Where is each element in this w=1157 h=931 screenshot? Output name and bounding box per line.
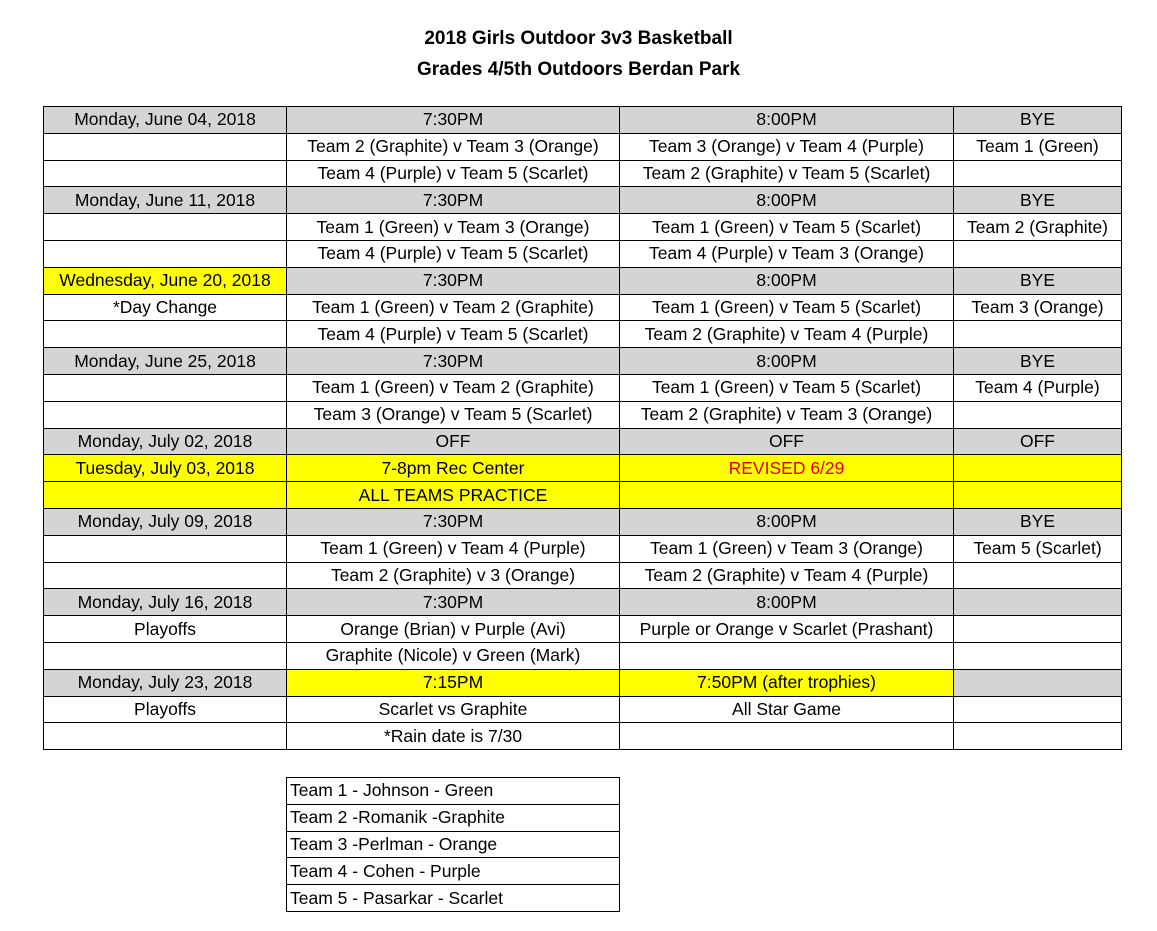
date-cell: Wednesday, June 20, 2018 (44, 267, 287, 294)
slot-800-cell: Team 1 (Green) v Team 3 (Orange) (620, 535, 954, 562)
slot-800-cell (620, 642, 954, 669)
schedule-header-row (44, 348, 1122, 375)
schedule-row (44, 723, 1122, 750)
slot-800-cell: REVISED 6/29 (620, 455, 954, 482)
bye-cell (954, 321, 1122, 348)
slot-800-cell: Purple or Orange v Scarlet (Prashant) (620, 616, 954, 643)
date-cell: *Day Change (44, 294, 287, 321)
bye-cell: Team 3 (Orange) (954, 294, 1122, 321)
schedule-row (44, 455, 1122, 482)
slot-800-cell: 8:00PM (620, 589, 954, 616)
slot-730-cell: Orange (Brian) v Purple (Avi) (287, 616, 620, 643)
date-cell (44, 133, 287, 160)
slot-800-cell: Team 2 (Graphite) v Team 4 (Purple) (620, 321, 954, 348)
slot-730-cell: 7:30PM (287, 267, 620, 294)
slot-730-cell: 7-8pm Rec Center (287, 455, 620, 482)
slot-730-cell: 7:30PM (287, 187, 620, 214)
bye-cell: OFF (954, 428, 1122, 455)
schedule-row (44, 642, 1122, 669)
date-cell: Monday, July 23, 2018 (44, 669, 287, 696)
schedule-row (44, 562, 1122, 589)
slot-730-cell: ALL TEAMS PRACTICE (287, 482, 620, 509)
schedule-row (44, 240, 1122, 267)
slot-730-cell: 7:30PM (287, 107, 620, 134)
bye-cell: Team 4 (Purple) (954, 374, 1122, 401)
page-title: 2018 Girls Outdoor 3v3 Basketball (424, 28, 733, 49)
slot-730-cell: Team 1 (Green) v Team 2 (Graphite) (287, 374, 620, 401)
date-cell: Monday, July 02, 2018 (44, 428, 287, 455)
schedule-header-row (44, 669, 1122, 696)
slot-800-cell: Team 2 (Graphite) v Team 3 (Orange) (620, 401, 954, 428)
date-cell (44, 374, 287, 401)
schedule-row (44, 616, 1122, 643)
slot-800-cell: 8:00PM (620, 267, 954, 294)
legend-row (287, 804, 620, 831)
legend-row (287, 885, 620, 912)
slot-730-cell: *Rain date is 7/30 (287, 723, 620, 750)
legend-entry: Team 2 -Romanik -Graphite (287, 804, 620, 831)
bye-cell (954, 642, 1122, 669)
bye-cell (954, 589, 1122, 616)
schedule-header-row (44, 107, 1122, 134)
bye-cell: BYE (954, 187, 1122, 214)
slot-730-cell: Team 4 (Purple) v Team 5 (Scarlet) (287, 321, 620, 348)
slot-730-cell: 7:15PM (287, 669, 620, 696)
slot-800-cell: Team 2 (Graphite) v Team 5 (Scarlet) (620, 160, 954, 187)
slot-800-cell: OFF (620, 428, 954, 455)
date-cell (44, 160, 287, 187)
slot-800-cell: 8:00PM (620, 107, 954, 134)
schedule-header-row (44, 508, 1122, 535)
slot-800-cell (620, 482, 954, 509)
date-cell: Monday, June 11, 2018 (44, 187, 287, 214)
bye-cell (954, 669, 1122, 696)
legend-entry: Team 5 - Pasarkar - Scarlet (287, 885, 620, 912)
legend-row (287, 778, 620, 805)
slot-800-cell: 7:50PM (after trophies) (620, 669, 954, 696)
schedule-table (43, 106, 1122, 750)
slot-730-cell: Team 3 (Orange) v Team 5 (Scarlet) (287, 401, 620, 428)
date-cell (44, 321, 287, 348)
bye-cell: BYE (954, 107, 1122, 134)
date-cell (44, 214, 287, 241)
slot-800-cell (620, 723, 954, 750)
slot-800-cell: 8:00PM (620, 187, 954, 214)
slot-730-cell: Team 2 (Graphite) v 3 (Orange) (287, 562, 620, 589)
schedule-row (44, 401, 1122, 428)
slot-730-cell: Team 1 (Green) v Team 4 (Purple) (287, 535, 620, 562)
date-cell: Monday, July 16, 2018 (44, 589, 287, 616)
bye-cell: Team 2 (Graphite) (954, 214, 1122, 241)
slot-800-cell: All Star Game (620, 696, 954, 723)
slot-730-cell: Team 4 (Purple) v Team 5 (Scarlet) (287, 160, 620, 187)
schedule-row (44, 214, 1122, 241)
slot-730-cell: Team 1 (Green) v Team 3 (Orange) (287, 214, 620, 241)
date-cell (44, 401, 287, 428)
date-cell (44, 723, 287, 750)
bye-cell: BYE (954, 508, 1122, 535)
bye-cell: Team 5 (Scarlet) (954, 535, 1122, 562)
date-cell: Monday, June 04, 2018 (44, 107, 287, 134)
bye-cell: Team 1 (Green) (954, 133, 1122, 160)
schedule-header-row (44, 589, 1122, 616)
bye-cell (954, 401, 1122, 428)
legend-row (287, 831, 620, 858)
date-cell (44, 482, 287, 509)
slot-730-cell: OFF (287, 428, 620, 455)
slot-730-cell: Team 2 (Graphite) v Team 3 (Orange) (287, 133, 620, 160)
schedule-row (44, 321, 1122, 348)
schedule-row (44, 696, 1122, 723)
schedule-row (44, 133, 1122, 160)
schedule-row (44, 535, 1122, 562)
bye-cell (954, 616, 1122, 643)
bye-cell (954, 562, 1122, 589)
slot-730-cell: 7:30PM (287, 508, 620, 535)
bye-cell (954, 696, 1122, 723)
date-cell: Playoffs (44, 616, 287, 643)
schedule-header-row (44, 267, 1122, 294)
date-cell (44, 562, 287, 589)
bye-cell (954, 240, 1122, 267)
bye-cell (954, 482, 1122, 509)
legend-entry: Team 4 - Cohen - Purple (287, 858, 620, 885)
slot-730-cell: Team 1 (Green) v Team 2 (Graphite) (287, 294, 620, 321)
slot-730-cell: Graphite (Nicole) v Green (Mark) (287, 642, 620, 669)
bye-cell: BYE (954, 267, 1122, 294)
slot-800-cell: Team 4 (Purple) v Team 3 (Orange) (620, 240, 954, 267)
bye-cell (954, 723, 1122, 750)
slot-800-cell: 8:00PM (620, 348, 954, 375)
schedule-header-row (44, 428, 1122, 455)
date-cell (44, 642, 287, 669)
slot-730-cell: 7:30PM (287, 348, 620, 375)
page-subtitle: Grades 4/5th Outdoors Berdan Park (416, 59, 741, 80)
legend-row (287, 858, 620, 885)
slot-800-cell: Team 1 (Green) v Team 5 (Scarlet) (620, 374, 954, 401)
date-cell: Monday, July 09, 2018 (44, 508, 287, 535)
slot-730-cell: Scarlet vs Graphite (287, 696, 620, 723)
date-cell: Monday, June 25, 2018 (44, 348, 287, 375)
date-cell (44, 240, 287, 267)
bye-cell (954, 160, 1122, 187)
slot-800-cell: Team 1 (Green) v Team 5 (Scarlet) (620, 294, 954, 321)
slot-800-cell: Team 2 (Graphite) v Team 4 (Purple) (620, 562, 954, 589)
legend-entry: Team 3 -Perlman - Orange (287, 831, 620, 858)
team-legend-table (286, 777, 620, 912)
date-cell: Tuesday, July 03, 2018 (44, 455, 287, 482)
slot-730-cell: 7:30PM (287, 589, 620, 616)
bye-cell (954, 455, 1122, 482)
legend-entry: Team 1 - Johnson - Green (287, 778, 620, 805)
slot-800-cell: Team 1 (Green) v Team 5 (Scarlet) (620, 214, 954, 241)
date-cell: Playoffs (44, 696, 287, 723)
slot-800-cell: Team 3 (Orange) v Team 4 (Purple) (620, 133, 954, 160)
slot-800-cell: 8:00PM (620, 508, 954, 535)
date-cell (44, 535, 287, 562)
schedule-row (44, 374, 1122, 401)
schedule-row (44, 294, 1122, 321)
bye-cell: BYE (954, 348, 1122, 375)
schedule-row (44, 160, 1122, 187)
schedule-header-row (44, 187, 1122, 214)
slot-730-cell: Team 4 (Purple) v Team 5 (Scarlet) (287, 240, 620, 267)
schedule-row (44, 482, 1122, 509)
